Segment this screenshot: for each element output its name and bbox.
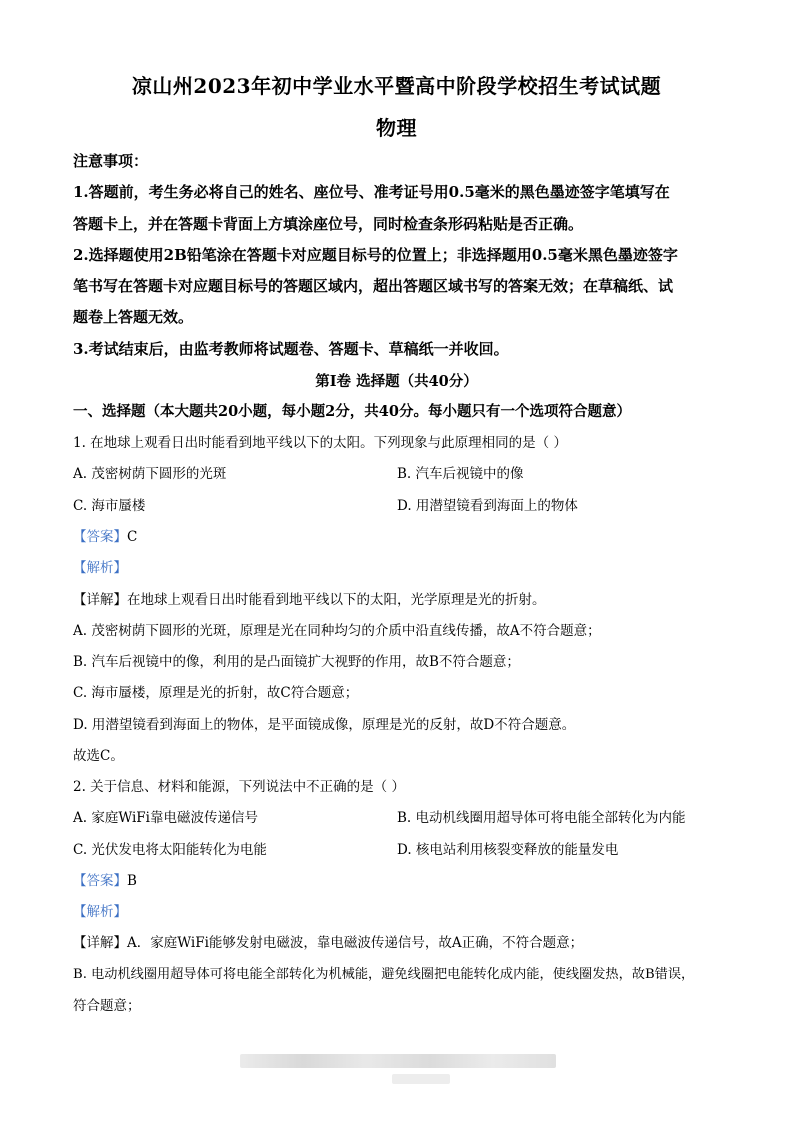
detail-text: 在地球上观看日出时能看到地平线以下的太阳，光学原理是光的折射。 [127,592,546,608]
question-1-explain: C. 海市蜃楼，原理是光的折射，故C符合题意； [73,685,359,701]
question-2-detail [73,931,583,951]
question-1-option-b: B. 汽车后视镜中的像 [397,466,524,482]
detail-text: A．家庭WiFi能够发射电磁波，靠电磁波传递信号，故A正确，不符合题意； [127,935,584,951]
question-2-option-d: D. 核电站利用核裂变释放的能量发电 [397,842,619,858]
footer-watermark [392,1074,450,1084]
notice-line: 1.答题前，考生务必将自己的姓名、座位号、准考证号用0.5毫米的黑色墨迹签字笔填写在 [73,183,670,201]
notice-line: 3.考试结束后，由监考教师将试题卷、答题卡、草稿纸一并收回。 [73,340,509,358]
section-title: 第Ⅰ卷 选择题（共40分） [315,373,478,390]
question-2-explain: B. 电动机线圈用超导体可将电能全部转化为机械能，避免线圈把电能转化成内能，使线圈发热，故B错误， [73,967,695,982]
subject-title: 物理 [376,116,417,140]
analysis-tag: 【解析】 [73,904,127,920]
answer-tag: 【答案】 [73,529,127,545]
question-2-option-a: A. 家庭WiFi靠电磁波传递信号 [73,810,258,826]
answer-tag: 【答案】 [73,873,127,889]
question-2-answer [73,869,137,889]
question-1-explain: B. 汽车后视镜中的像，利用的是凸面镜扩大视野的作用，故B不符合题意； [73,654,520,670]
question-1-detail [73,588,546,608]
question-1-option-d: D. 用潜望镜看到海面上的物体 [397,498,578,514]
question-2-option-c: C. 光伏发电将太阳能转化为电能 [73,842,267,858]
notice-line: 答题卡上，并在答题卡背面上方填涂座位号，同时检查条形码粘贴是否正确。 [73,215,584,233]
notice-line: 题卷上答题无效。 [73,308,194,326]
question-2-explain: 符合题意； [73,998,141,1014]
detail-tag: 【详解】 [73,592,127,608]
question-1-answer [73,525,137,545]
analysis-tag: 【解析】 [73,560,127,576]
detail-tag: 【详解】 [73,935,127,951]
question-2-analysis [73,900,127,920]
question-1-option-a: A. 茂密树荫下圆形的光斑 [73,466,227,482]
question-1-analysis [73,556,127,576]
question-2-stem: 2. 关于信息、材料和能源，下列说法中不正确的是（ ） [73,779,405,795]
section-instruction: 一、选择题（本大题共20小题，每小题2分，共40分。每小题只有一个选项符合题意） [73,403,631,420]
notice-line: 笔书写在答题卡对应题目标号的答题区域内，超出答题区域书写的答案无效；在草稿纸、试 [73,277,674,295]
notice-heading: 注意事项： [73,152,149,170]
question-1-explain: A. 茂密树荫下圆形的光斑，原理是光在同种均匀的介质中沿直线传播，故A不符合题意； [73,623,601,639]
answer-value: B [127,873,137,889]
page-title: 凉山州2023年初中学业水平暨高中阶段学校招生考试试题 [131,74,662,98]
answer-value: C [127,529,138,545]
question-1-explain: D. 用潜望镜看到海面上的物体，是平面镜成像，原理是光的反射，故D不符合题意。 [73,717,576,733]
question-1-conclusion: 故选C。 [73,748,124,764]
question-1-option-c: C. 海市蜃楼 [73,498,146,514]
question-2-option-b: B. 电动机线圈用超导体可将电能全部转化为内能 [397,810,686,826]
question-1-stem: 1. 在地球上观看日出时能看到地平线以下的太阳。下列现象与此原理相同的是（ ） [73,435,567,451]
notice-line: 2.选择题使用2B铅笔涂在答题卡对应题目标号的位置上；非选择题用0.5毫米黑色墨迹签字 [73,246,678,264]
footer-watermark [240,1054,556,1068]
